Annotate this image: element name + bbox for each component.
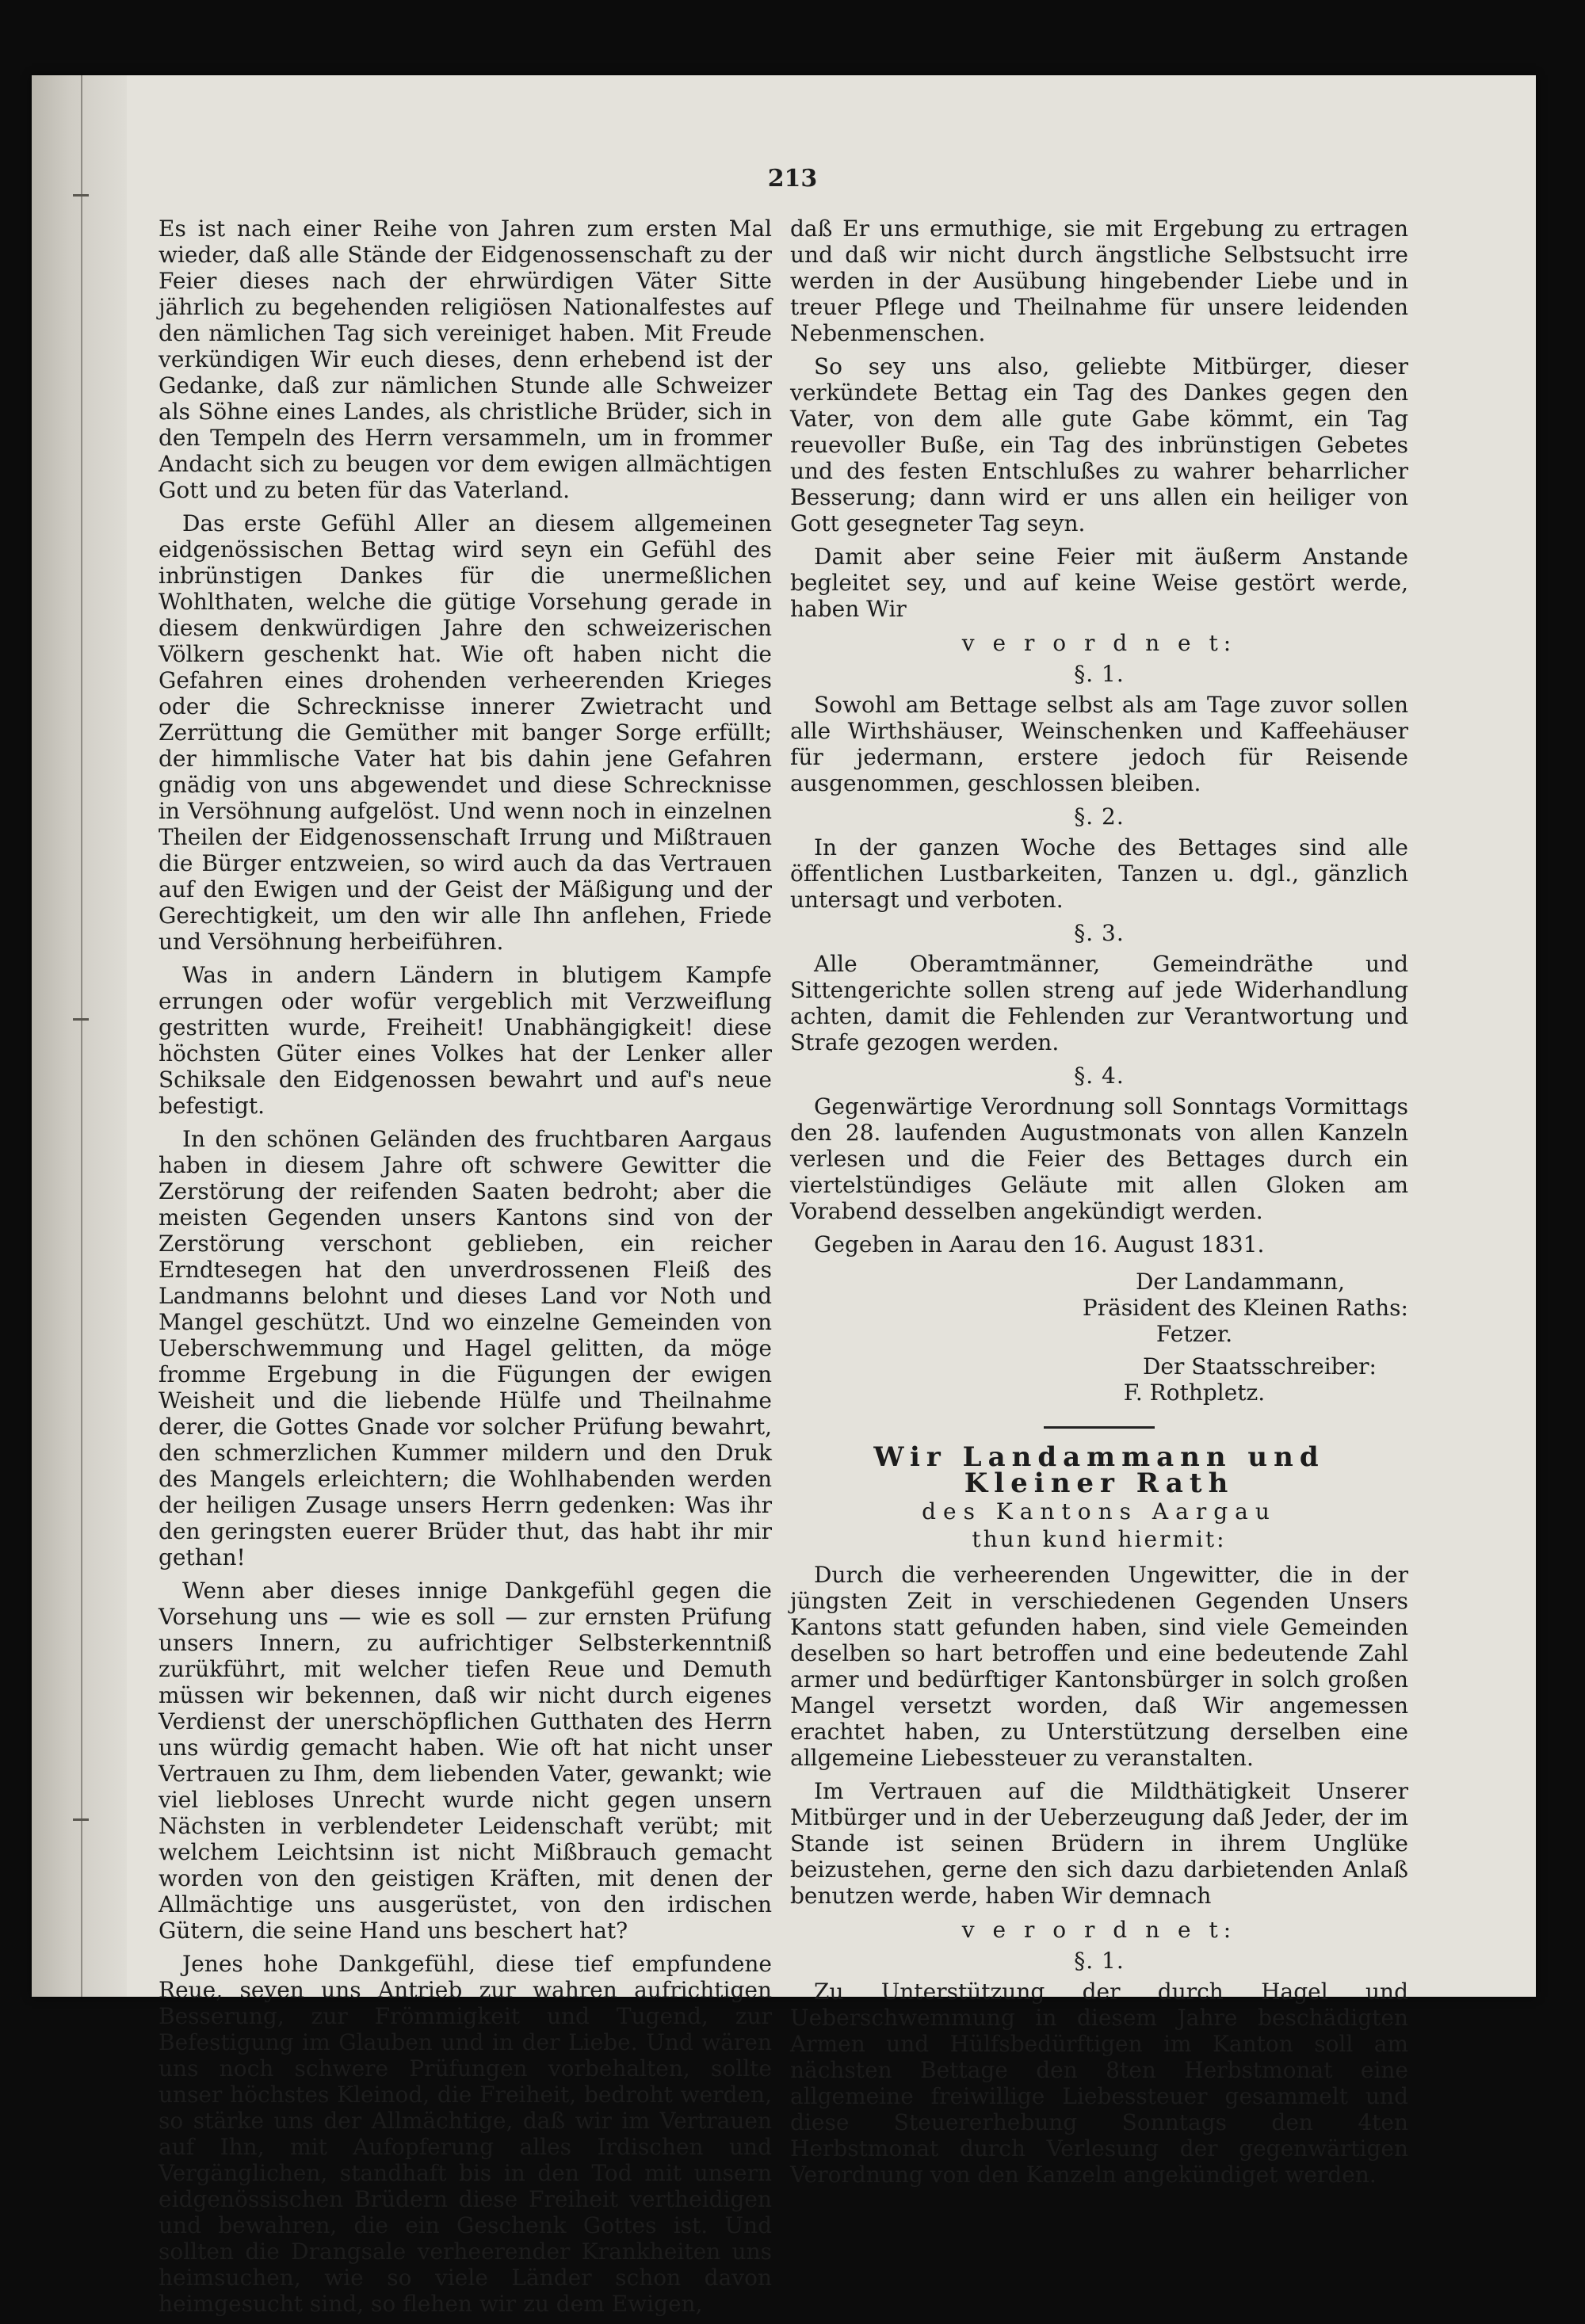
section-text: Gegenwärtige Verordnung soll Sonntags Vormittags den 28. laufenden Augustmonats von allen Kanzeln verlesen und die Feier des Bettages durch ein viertelstündiges Geläute mit allen Gloken am Vorabend desselben angekündigt werden. bbox=[790, 1093, 1408, 1224]
section-label: §. 1. bbox=[1074, 1948, 1125, 1974]
left-paragraph-3: Was in andern Ländern in blutigem Kampfe errungen oder wofür vergeblich mit Verzweiflung gestritten wurde, Freiheit! Unabhängigkeit! diese höchsten Güter eines Volkes hat der Lenker aller Schiksale den Eidgenossen bewahrt und auf's neue befestigt. bbox=[158, 962, 772, 1119]
signature-office: Präsident des Kleinen Raths: bbox=[1082, 1295, 1408, 1321]
left-paragraph-4: In den schönen Geländen des fruchtbaren Aargaus haben in diesem Jahre oft schwere Gewitter die Zerstörung der reifenden Saaten bedroht; aber die meisten Gegenden unsers Kantons sind von der Zerstörung verschont geblieben, ein reicher Erndtesegen hat den unverdrossenen Fleiß des Landmanns belohnt und dieses Land vor Noth und Mangel geschützt. Und wo einzelne Gemeinden von Ueberschwemmung und Hagel gelitten, da möge fromme Ergebung in die Fügungen der ewigen Weisheit und die liebende Hülfe und Theilnahme derer, die Gottes Gnade vor solcher Prüfung bewahrt, den schmerzlichen Kummer mildern und den Druk des Mangels erleichtern; die Wohlhabenden werden der heiligen Zusage unsers Herrn gedenken: Was ihr den geringsten euerer Brüder thut, das habt ihr mir gethan! bbox=[158, 1126, 772, 1570]
right-continuation: daß Er uns ermuthige, sie mit Ergebung zu ertragen und daß wir nicht durch ängstliche Selbstsucht irre werden in der Ausübung hingebender Liebe und in treuer Pflege und Theilnahme für unsere leidenden Nebenmenschen. bbox=[790, 216, 1408, 346]
section-label: §. 4. bbox=[1074, 1063, 1125, 1089]
signature-title: Der Landammann, bbox=[1135, 1269, 1345, 1295]
decree-heading: Wir Landammann und Kleiner Rath bbox=[873, 1441, 1325, 1499]
date-line: Gegeben in Aarau den 16. August 1831. bbox=[814, 1231, 1265, 1257]
section-text: In der ganzen Woche des Bettages sind alle öffentlichen Lustbarkeiten, Tanzen u. dgl., gänzlich untersagt und verboten. bbox=[790, 834, 1408, 913]
left-column bbox=[158, 216, 772, 2324]
binding-line bbox=[81, 75, 82, 1997]
verordnet-heading: v e r o r d n e t: bbox=[961, 1917, 1237, 1943]
binding-stitch bbox=[73, 1018, 89, 1021]
signature-title: Der Staatsschreiber: bbox=[1142, 1353, 1377, 1380]
decree-paragraph-2: Im Vertrauen auf die Mildthätigkeit Unserer Mitbürger und in der Ueberzeugung daß Jeder, der im Stande ist seinen Brüdern in ihrem Unglüke beizustehen, gerne den sich dazu darbietenden Anlaß benutzen werde, haben Wir demnach bbox=[790, 1778, 1408, 1909]
section-label: §. 2. bbox=[1074, 803, 1125, 830]
section-label: §. 3. bbox=[1074, 920, 1125, 946]
signature-name: F. Rothpletz. bbox=[1123, 1380, 1266, 1406]
left-paragraph-5: Wenn aber dieses innige Dankgefühl gegen die Vorsehung uns — wie es soll — zur ernsten Prüfung unsers Innern, zu aufrichtiger Selbsterkenntniß zurükführt, mit welcher tiefen Reue und Demuth müssen wir bekennen, daß wir nicht durch eigenes Verdienst der unerschöpflichen Gutthaten des Herrn uns würdig gemacht haben. Wie oft hat nicht unser Vertrauen zu Ihm, dem liebenden Vater, gewankt; wie viel liebloses Unrecht wurde nicht gegen unsern Nächsten in verblendeter Leidenschaft verübt; mit welchem Leichtsinn ist nicht Mißbrauch gemacht worden von den geistigen Kräften, mit denen der Allmächtige uns ausgerüstet, von den irdischen Gütern, die seine Hand uns beschert hat? bbox=[158, 1578, 772, 1944]
signature-name: Fetzer. bbox=[1155, 1321, 1233, 1347]
binding-stitch bbox=[73, 1818, 89, 1821]
left-paragraph-2: Das erste Gefühl Aller an diesem allgemeinen eidgenössischen Bettag wird seyn ein Gefühl des inbrünstigen Dankes für die unermeßlichen Wohlthaten, welche die gütige Vorsehung gerade in diesem denkwürdigen Jahre den schweizerischen Völkern geschenkt hat. Wie oft haben nicht die Gefahren eines drohenden verheerenden Krieges oder die Schrecknisse innerer Zwietracht und Zerrüttung die Gemüther mit banger Sorge erfüllt; der himmlische Vater hat bis dahin jene Gefahren gnädig von uns abgewendet und diese Schrecknisse in Versöhnung aufgelöst. Und wenn noch in einzelnen Theilen der Eidgenossenschaft Irrung und Mißtrauen die Bürger entzweien, so wird auch da das Vertrauen auf den Ewigen und der Geist der Mäßigung und der Gerechtigkeit, um den wir alle Ihn anflehen, Friede und Versöhnung herbeiführen. bbox=[158, 510, 772, 955]
verordnet-heading: v e r o r d n e t: bbox=[961, 630, 1237, 656]
section-text: Sowohl am Bettage selbst als am Tage zuvor sollen alle Wirthshäuser, Weinschenken und Kaffeehäuser für jedermann, erstere jedoch für Reisende ausgenommen, geschlossen bleiben. bbox=[790, 692, 1408, 796]
right-column bbox=[790, 216, 1408, 2195]
right-paragraph-3: Damit aber seine Feier mit äußerm Anstande begleitet sey, und auf keine Weise gestört werde, haben Wir bbox=[790, 544, 1408, 622]
left-paragraph-6: Jenes hohe Dankgefühl, diese tief empfundene Reue, seyen uns Antrieb zur wahren aufrichtigen Besserung, zur Frömmigkeit und Tugend, zur Befestigung im Glauben und in der Liebe. Und wären uns noch schwere Prüfungen vorbehalten, sollte unser höchstes Kleinod, die Freiheit, bedroht werden, so stärke uns der Allmächtige, daß wir im Vertrauen auf Ihn, mit Aufopferung alles Irdischen und Vergänglichen, standhaft bis in den Tod mit unsern eidgenössischen Brüdern diese Freiheit vertheidigen und bewahren, die ein Geschenk Gottes ist. Und sollten die Drangsale verheerender Krankheiten uns heimsuchen, wie so viele Länder schon davon heimgesucht sind, so flehen wir zu dem Ewigen, bbox=[158, 1951, 772, 2317]
section-text: Zu Unterstützung der durch Hagel und Ueberschwemmung in diesem Jahre beschädigten Armen und Hülfsbedürftigen im Kanton soll am nächsten Bettage den 8ten Herbstmonat eine allgemeine freiwillige Liebessteuer gesammelt und diese Steuererhebung Sonntags den 4ten Herbstmonat durch Verlesung der gegenwärtigen Verordnung von den Kanzeln angekündiget werden. bbox=[790, 1979, 1408, 2188]
right-paragraph-2: So sey uns also, geliebte Mitbürger, dieser verkündete Bettag ein Tag des Dankes gegen den Vater, von dem alle gute Gabe kömmt, ein Tag reuevoller Buße, ein Tag des inbrünstigen Gebetes und des festen Entschlußes zu wahrer beharrlicher Besserung; dann wird er uns allen ein heiliger von Gott gesegneter Tag seyn. bbox=[790, 353, 1408, 536]
decree-subheading: des Kantons Aargau bbox=[922, 1498, 1277, 1525]
left-paragraph-1: Es ist nach einer Reihe von Jahren zum ersten Mal wieder, daß alle Stände der Eidgenossenschaft zu der Feier dieses nach der ehrwürdigen Väter Sitte jährlich zu begehenden religiösen Nationalfestes auf den nämlichen Tag sich vereiniget haben. Mit Freude verkündigen Wir euch dieses, denn erhebend ist der Gedanke, daß zur nämlichen Stunde alle Schweizer als Söhne eines Landes, als christliche Brüder, sich in den Tempeln des Herrn versammeln, um in frommer Andacht sich zu beugen vor dem ewigen allmächtigen Gott und zu beten für das Vaterland. bbox=[158, 216, 772, 503]
section-text: Alle Oberamtmänner, Gemeindräthe und Sittengerichte sollen streng auf jede Widerhandlung achten, damit die Fehlenden zur Verantwortung und Strafe gezogen werden. bbox=[790, 951, 1408, 1055]
binding-stitch bbox=[73, 194, 89, 197]
page-number: 213 bbox=[767, 165, 818, 193]
page-fold-shadow bbox=[32, 75, 127, 1997]
section-label: §. 1. bbox=[1074, 661, 1125, 687]
decree-proclamation: thun kund hiermit: bbox=[972, 1526, 1227, 1552]
decree-paragraph-1: Durch die verheerenden Ungewitter, die in der jüngsten Zeit in verschiedenen Gegenden Unsers Kantons statt gefunden haben, sind viele Gemeinden deselben so hart betroffen und eine bedeutende Zahl armer und bedürftiger Kantonsbürger in solch großen Mangel versetzt worden, daß Wir angemessen erachtet haben, zu Unterstützung derselben eine allgemeine Liebessteuer zu veranstalten. bbox=[790, 1562, 1408, 1771]
separator-rule bbox=[1044, 1426, 1155, 1429]
